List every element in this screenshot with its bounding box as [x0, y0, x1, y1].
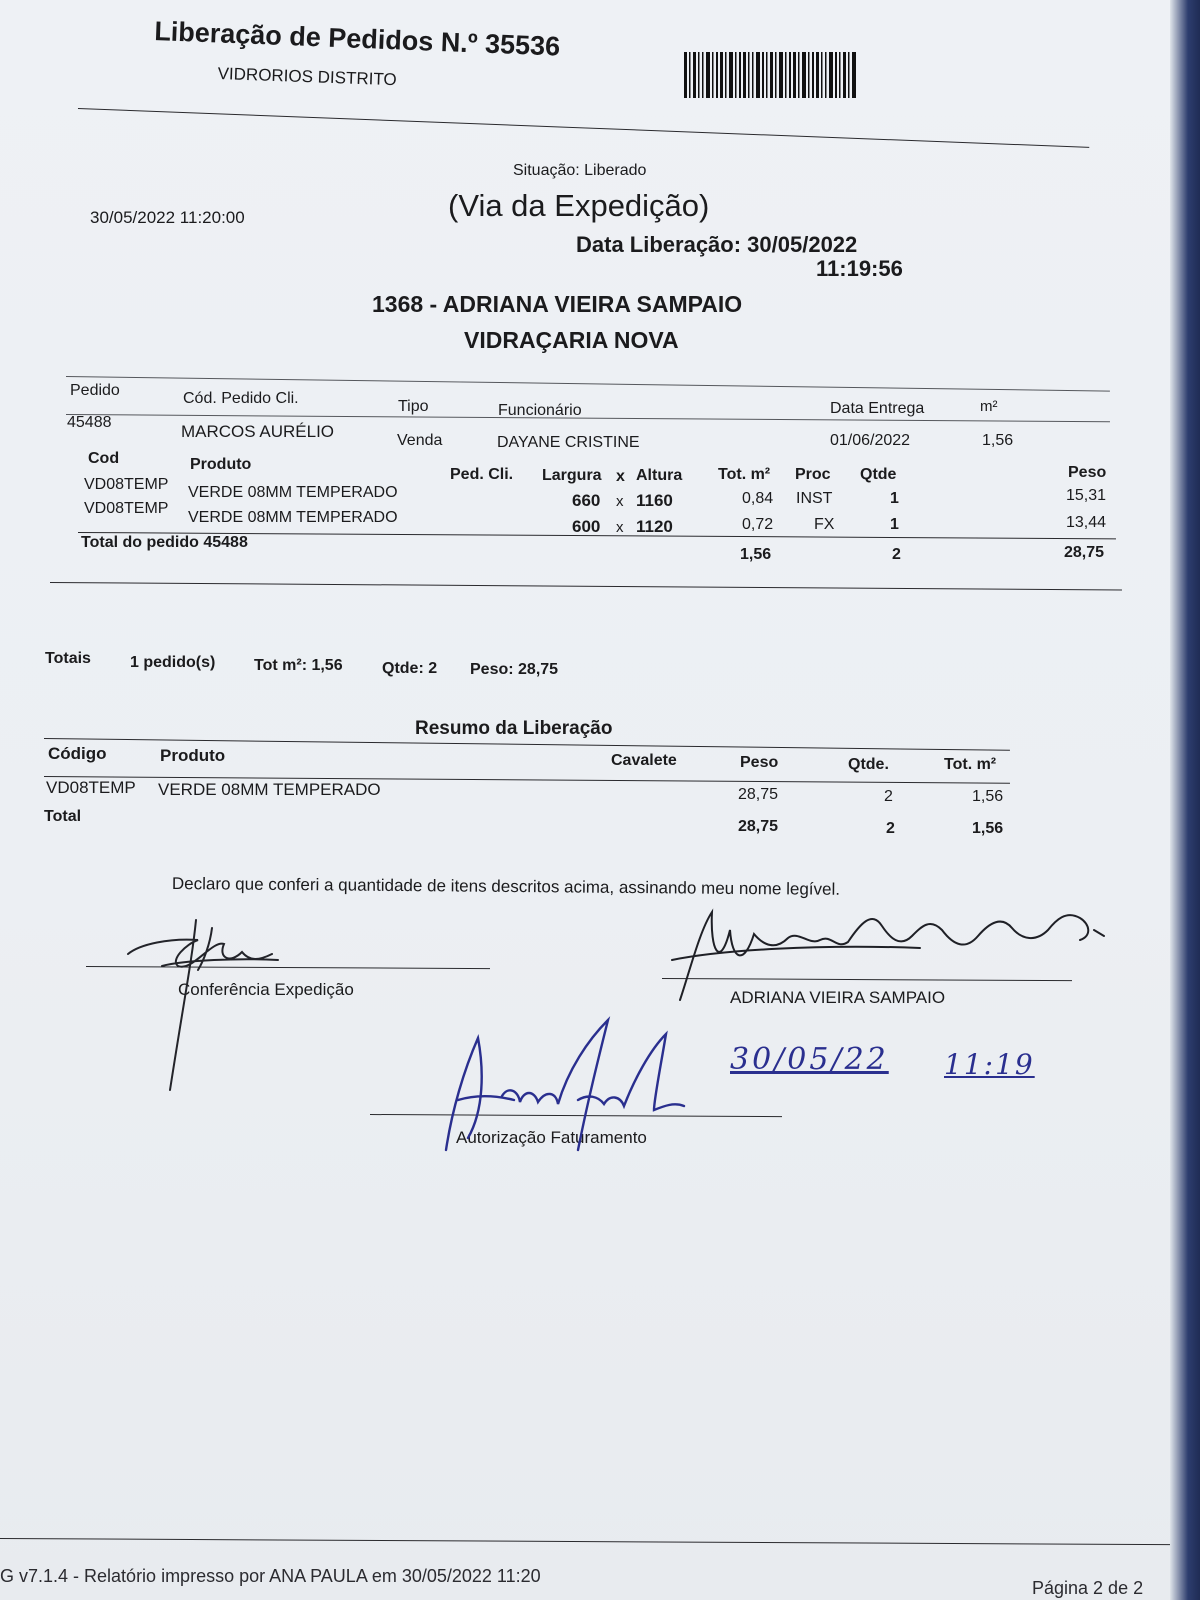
signature-conferencia-handwriting: [100, 900, 320, 1100]
release-time: 11:19:56: [816, 256, 903, 281]
status-label: Situação: Liberado: [513, 162, 647, 179]
item-2-altura: 1120: [636, 517, 673, 536]
order-bottom-line: [50, 582, 1122, 590]
item-1-peso: 15,31: [1066, 487, 1107, 504]
order-m2-value: 1,56: [982, 432, 1014, 449]
client-company: VIDRAÇARIA NOVA: [464, 327, 679, 353]
item-1-qtde: 1: [890, 490, 899, 507]
item-1-produto: VERDE 08MM TEMPERADO: [188, 484, 398, 501]
order-total-tot-m2: 1,56: [740, 546, 772, 563]
page-number: Página 2 de 2: [1032, 1578, 1144, 1598]
resumo-row-codigo: VD08TEMP: [46, 778, 136, 797]
resumo-total-label: Total: [44, 808, 82, 825]
resumo-row-peso: 28,75: [738, 786, 779, 803]
resumo-total-peso: 28,75: [738, 818, 779, 835]
resumo-header-qtde: Qtde.: [848, 756, 889, 773]
item-1-tot-m2: 0,84: [742, 490, 774, 507]
signature-caption-cliente: ADRIANA VIEIRA SAMPAIO: [730, 988, 946, 1007]
col-header-pedido: Pedido: [70, 382, 120, 399]
item-header-ped-cli: Ped. Cli.: [450, 466, 514, 483]
col-header-tipo: Tipo: [398, 398, 429, 415]
item-header-cod: Cod: [88, 450, 120, 467]
resumo-row-qtde: 2: [884, 788, 893, 805]
item-header-qtde: Qtde: [860, 466, 897, 483]
signature-line-cliente: [662, 978, 1072, 981]
header-divider: [78, 108, 1089, 148]
item-header-peso: Peso: [1068, 464, 1107, 481]
resumo-header-codigo: Código: [48, 744, 107, 763]
order-data-entrega-value: 01/06/2022: [830, 432, 911, 449]
item-1-cod: VD08TEMP: [84, 476, 169, 493]
item-1-altura: 1160: [636, 491, 673, 510]
col-header-cod-pedido-cli: Cód. Pedido Cli.: [183, 390, 299, 407]
col-header-m2: m²: [980, 398, 998, 415]
release-date: Data Liberação: 30/05/2022: [576, 232, 858, 257]
totals-peso: Peso: 28,75: [470, 661, 559, 678]
item-header-largura: Largura: [542, 467, 602, 484]
item-header-proc: Proc: [795, 466, 831, 483]
totals-label: Totais: [45, 650, 91, 667]
item-2-cod: VD08TEMP: [84, 500, 169, 517]
item-2-tot-m2: 0,72: [742, 516, 774, 533]
resumo-row-tot-m2: 1,56: [972, 788, 1004, 805]
resumo-title: Resumo da Liberação: [415, 718, 613, 739]
order-total-peso: 28,75: [1064, 544, 1105, 561]
item-1-proc: INST: [796, 490, 833, 507]
resumo-row-produto: VERDE 08MM TEMPERADO: [158, 780, 381, 799]
order-cod-pedido-cli-value: MARCOS AURÉLIO: [181, 422, 335, 441]
item-header-altura: Altura: [636, 467, 683, 484]
footer-divider: [0, 1538, 1170, 1545]
resumo-total-tot-m2: 1,56: [972, 820, 1004, 837]
company-name: VIDRORIOS DISTRITO: [217, 64, 398, 90]
item-2-x: x: [616, 519, 624, 536]
resumo-header-cavalete: Cavalete: [611, 752, 677, 769]
client-name: 1368 - ADRIANA VIEIRA SAMPAIO: [372, 291, 743, 317]
item-header-tot-m2: Tot. m²: [718, 466, 771, 483]
document-title: Liberação de Pedidos N.º 35536: [153, 16, 561, 62]
totals-qtde: Qtde: 2: [382, 660, 438, 677]
signature-caption-conferencia: Conferência Expedição: [178, 980, 354, 999]
item-2-peso: 13,44: [1066, 514, 1107, 531]
item-2-largura: 600: [572, 517, 601, 536]
item-2-proc: FX: [814, 516, 835, 533]
order-total-label: Total do pedido 45488: [81, 534, 248, 551]
item-1-x: x: [616, 493, 624, 510]
totals-pedidos: 1 pedido(s): [130, 654, 216, 671]
order-funcionario-value: DAYANE CRISTINE: [497, 434, 640, 451]
footer-printed-by: G v7.1.4 - Relatório impresso por ANA PAULA em 30/05/2022 11:20: [0, 1566, 541, 1586]
handwritten-time: 11:19: [944, 1048, 1035, 1081]
item-2-qtde: 1: [890, 516, 899, 533]
resumo-header-produto: Produto: [160, 746, 226, 765]
item-header-produto: Produto: [190, 456, 252, 473]
totals-tot-m2: Tot m²: 1,56: [254, 657, 343, 674]
resumo-total-qtde: 2: [886, 820, 895, 837]
col-header-data-entrega: Data Entrega: [830, 400, 925, 417]
item-2-produto: VERDE 08MM TEMPERADO: [188, 509, 398, 526]
order-pedido-value: 45488: [67, 414, 112, 431]
resumo-header-tot-m2: Tot. m²: [944, 756, 997, 773]
barcode-icon: [684, 52, 858, 98]
handwritten-date: 30/05/22: [730, 1042, 889, 1077]
item-1-largura: 660: [572, 491, 601, 510]
copy-type-title: (Via da Expedição): [448, 188, 710, 223]
order-tipo-value: Venda: [397, 432, 443, 449]
print-datetime: 30/05/2022 11:20:00: [90, 208, 245, 227]
signature-line-autorizacao: [370, 1114, 782, 1117]
resumo-header-peso: Peso: [740, 754, 779, 771]
declaration-text: Declaro que conferi a quantidade de itens descritos acima, assinando meu nome legível.: [171, 874, 841, 899]
signature-line-conferencia: [86, 966, 490, 969]
item-header-x: x: [616, 468, 625, 485]
signature-caption-autorizacao: Autorização Faturamento: [456, 1128, 647, 1147]
order-total-qtde: 2: [892, 546, 901, 563]
col-header-funcionario: Funcionário: [498, 402, 582, 419]
background-edge: [1170, 0, 1200, 1600]
